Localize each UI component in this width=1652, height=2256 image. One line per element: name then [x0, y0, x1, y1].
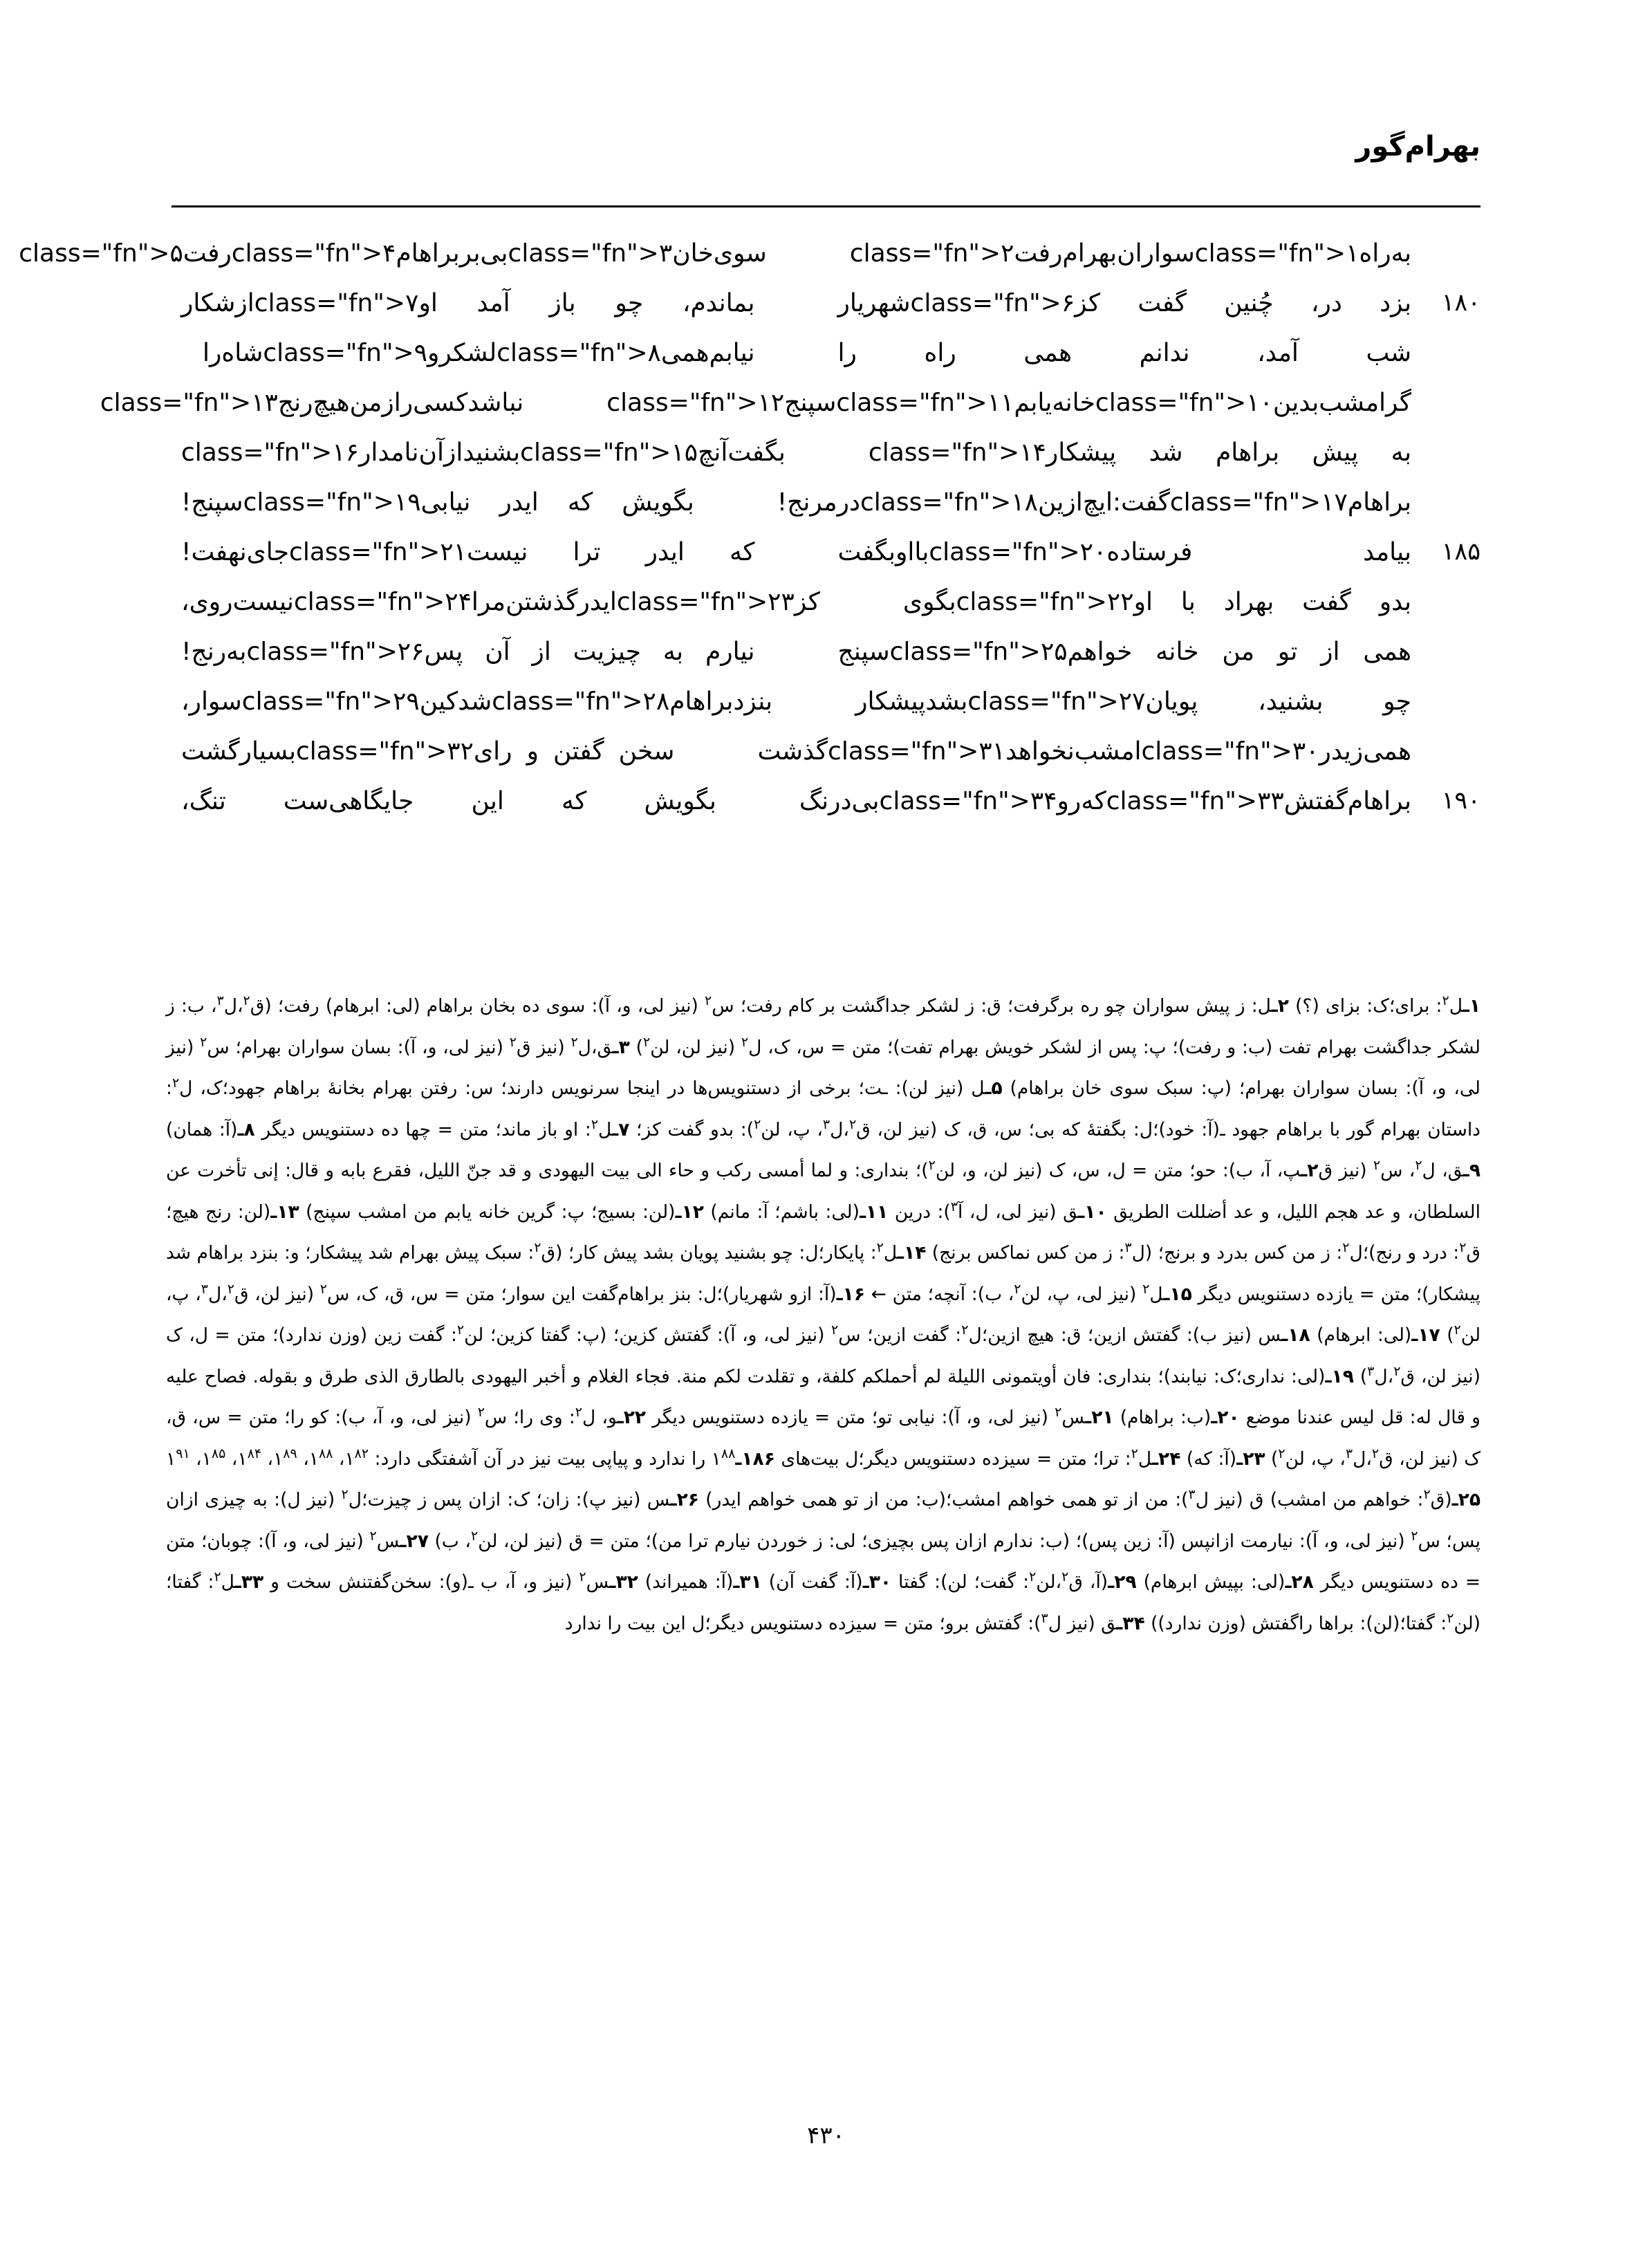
hemistich-second: بگویش که این جایگاهی‌ست تنگ، [181, 787, 716, 815]
verse-number [1421, 733, 1481, 737]
hemistich-second: بگویش که ایدر نیابیclass="fn">۱۹سپنج! [181, 488, 694, 517]
apparatus-paragraph: ۱ـل$^۲$: برای؛ک: بزای (؟) ۲ـل: ز پیش سواران چو ره برگرفت؛ ق: ز لشکر جداگشت بر کام رفت؛ س$^۲$ (نیز لی، و، آ): سوی ده بخان براهام (لی: ابرهام) رفت؛ (ق$^۲$،ل$^۳$، ب: ز لشکر جداگشت بهرام تفت (ب: و رفت)؛ پ: پس از لشکر خویش بهرام تفت)؛ متن = س، ک، ل$^۲$ (نیز لن، لن$^۲$) ۳ـق،ل$^۲$ (نیز ق$^۲$ (نیز لی، و، آ): بسان سواران بهرام؛ س$^۲$ (نیز لی، و، آ): بسان سواران بهرام؛ (پ: سبک سوی خان براهام) ۵ـل (نیز لن): ـت؛ برخی از دستنویس‌ها در اینجا سرنویس دارند؛ س: رفتن بهرام بخانهٔ براهام جهود؛ک، ل$^۲$: داستان بهرام گور با براهام جهود ـ(آ: خود)؛ل: بگفتهٔ که بی؛ س، ق، ک (نیز لن، ق$^۲$،ل$^۳$، پ، لن$^۲$): بدو گفت کز؛ ۷ـل$^۲$: او باز ماند؛ متن = چها ده دستنویس دیگر ۸ـ(آ: همان) ۹ـق، ل$^۲$، س$^۲$ (نیز ق۲ـپ، آ، ب): حو؛ متن = ل، س، ک (نیز لن، و، لن$^۲$)؛ بنداری: و لما أمسی رکب و حاء الی بیت الیهودی و قد جنّ اللیل، فقرع بابه و قال: إنی تأخرت عن السلطان، و عد هجم اللیل، و عد أضللت الطریق ۱۰ـق (نیز لی، ل، آ$^۳$): درین ۱۱ـ(لی: باشم؛ آ: مانم) ۱۲ـ(لن: بسیج؛ پ: گرین خانه یابم من امشب سپنج) ۱۳ـ(لن: رنج هیچ؛ ق$^۲$: درد و رنج)؛ل$^۲$: ز من کس بدرد و برنج؛ (ل$^۳$: ز من کس نماکس برنج) ۱۴ـل$^۲$: پایکار؛ل: چو بشنید پویان بشد پیش کار؛ (ق$^۲$: سبک پیش بهرام شد پیشکار؛ و: بنزد براهام شد پیشکار)؛ متن = یازده دستنویس دیگر ۱۵ـل$^۲$ (نیز لی، پ، لن$^۲$، ب): آنچه؛ متن ← ۱۶ـ(آ: ازو شهریار)؛ل: بنز براهام‌گفت این سوار؛ متن = س، ق، ک، س$^۲$ (نیز لن، ق$^۲$،ل$^۳$، پ، لن$^۲$) ۱۷ـ(لی: ابرهام) ۱۸ـس (نیز ب): گفتش ازین؛ ق: هیچ ازین؛ل$^۲$: گفت ازین؛ س$^۲$ (نیز لی، و، آ): گفتش کزین؛ (پ: گفتا کزین؛ لن$^۲$: گفت زین (وزن ندارد)؛ متن = ل، ک (نیز لن، ق$^۲$،ل$^۳$) ۱۹ـ(لی: نداری؛ک: نیابند)؛ بنداری: فان أویتمونی اللیلة لم أحملکم کلفة، و تقلدت لکم منة. فجاء الغلام و أخبر الیهودی بالطارق الذی طرق و بقوله. فصاح علیه و قال له: قل لیس عندنا موضع ۲۰ـ(ب: براهام) ۲۱ـس$^۲$ (نیز لی، و، آ): نیابی تو؛ متن = یازده دستنویس دیگر ۲۲ـو، ل$^۲$: وی را؛ س$^۲$ (نیز لی، و، آ، ب): کو را؛ متن = س، ق، ک (نیز لن، ق$^۲$،ل$^۳$، پ، لن$^۲$) ۲۳ـ(آ: که) ۲۴ـل$^۲$: ترا؛ متن = سیزده دستنویس دیگر؛ل بیت‌های $۱۸۶ـ۱^{۸۸}$ را ندارد و پیاپی بیت نیز در آن آشفتگی دارد: $۱^{۸۲}،$ $۱^{۸۸}،$ $۱^{۸۹}،$ $۱^{۸۴}،$ $۱^{۸۵}،$ $۱^{۹۱}$ ۲۵ـ(ق$^۲$: خواهم من امشب) ق (نیز ل$^۳$): من از تو همی خواهم امشب؛(ب: من از تو همی خواهم ایدر) ۲۶ـس (نیز پ): زان؛ ک: ازان پس ز چیزت؛ل$^۲$ (نیز ل): به چیزی ازان پس؛ س$^۲$ (نیز لی، و، آ): نیارمت ازانپس (آ: زین پس)؛ (ب: ندارم ازان پس بچیزی؛ لی: ز خوردن نیارم ترا من)؛ متن = ق (نیز لن، لن$^۲$، ب) ۲۷ـس$^۲$ (نیز لی، و، آ): چوبان؛ متن = ده دستنویس دیگر ۲۸ـ(لی: بپیش ابرهام) ۲۹ـ(آ، ق$^۲$،لن$^۲$: گفت؛ لن): گفتا ۳۰ـ(آ: گفت آن) ۳۱ـ(آ: همیراند) ۳۲ـس$^۲$ (نیز و، آ، ب ـ(و): سخن‌گفتنش سخت و ۳۳ـل$^۲$: گفتا؛(لن$^۲$: گفتا؛(لن): براها راگفتش (وزن ندارد)) ۳۴ـق (نیز ل$^۳$): گفتش برو؛ متن = سیزده دستنویس دیگر؛ل این بیت را ندارد [166, 993, 1481, 1634]
hemistich-second: سوی خانclass="fn">۳بیبربراهامclass="fn">۴رفتclass="fn">۵ [19, 239, 767, 268]
hemistich-second: نیابم‌همیclass="fn">۸لشکروclass="fn">۹شاهرا [202, 339, 755, 367]
hemistich-first: همی از تو من خانه خواهمclass="fn">۲۵سپنج [837, 638, 1411, 666]
critical-apparatus [166, 986, 1481, 1644]
hemistich-second: بگفت آنچclass="fn">۱۵بشنیدازآننامدارclass="fn">۱۶ [181, 438, 786, 467]
verse-row [171, 484, 1481, 534]
hemistich-second: سخن گفتن و رایclass="fn">۳۲بسیارگشت [181, 737, 675, 766]
verse-row [19, 235, 1481, 285]
verse-number: ۱۸۰ [1441, 289, 1481, 317]
verse-number: ۱۹۰ [1441, 787, 1481, 815]
hemistich-second: نیارم به چیزیت از آن پسclass="fn">۲۶بهرنج! [181, 638, 755, 666]
page-number: ۴۳۰ [807, 2122, 845, 2149]
hemistich-first: براهام گفتشclass="fn">۳۳کهروclass="fn">۳۴بی‌درنگ [799, 787, 1411, 815]
verse-row [171, 534, 1481, 584]
hemistich-second: بماندم، چو باز آمد اوclass="fn">۷ازشکار [181, 289, 755, 317]
verse-number [1421, 683, 1481, 687]
hemistich-first: گر امشب بدینclass="fn">۱۰خانهیابمclass="fn">۱۱سپنجclass="fn">۱۲ [606, 389, 1411, 417]
verse-number [1421, 235, 1481, 239]
hemistich-first: همی زیدرclass="fn">۳۰امشبنخواهدclass="fn">۳۱گذشت [757, 737, 1411, 766]
verse-block [19, 235, 1481, 833]
hemistich-first: براهامclass="fn">۱۷گفت:ایچازینclass="fn">۱۸درمرنج! [777, 488, 1411, 517]
hemistich-first: شب آمد، ندانم همی راه را [837, 339, 1411, 367]
verse-number [1421, 634, 1481, 638]
verse-number [1421, 584, 1481, 588]
hemistich-second: نباشد کسی را ز من هیچ رنجclass="fn">۱۳ [100, 389, 524, 417]
hemistich-second: که ایدر ترا نیستclass="fn">۲۱جاینهفت! [181, 538, 755, 566]
hemistich-first: بیامد فرستادهclass="fn">۲۰بااوبگفت [837, 538, 1411, 566]
verse-row [171, 584, 1481, 634]
running-head-title: بهرام‌گور [1355, 131, 1481, 163]
hemistich-first: بزد در، چُنین گفت کزclass="fn">۶شهریار [837, 289, 1411, 317]
hemistich-second: بنزد براهامclass="fn">۲۸شدکینclass="fn">۲۹سوار، [181, 687, 773, 716]
verse-row [171, 285, 1481, 335]
verse-row [171, 634, 1481, 683]
hemistich-first: به پیش براهام شد پیشکارclass="fn">۱۴ [868, 438, 1411, 467]
verse-row [171, 335, 1481, 385]
verse-number [1421, 385, 1481, 389]
header-rule [171, 205, 1481, 207]
hemistich-first: چو بشنید، پویانclass="fn">۲۷بشدپیشکار [855, 687, 1411, 716]
verse-number [1421, 484, 1481, 488]
hemistich-first: به راهclass="fn">۱سوارانبهرامرفتclass="fn">۲ [849, 239, 1411, 268]
verse-row [171, 683, 1481, 733]
running-head [171, 131, 1481, 207]
verse-row [171, 733, 1481, 783]
verse-number [1421, 335, 1481, 339]
hemistich-first: بدو گفت بهراد با اوclass="fn">۲۲بگوی [902, 588, 1411, 616]
verse-row [171, 434, 1481, 484]
verse-number [1421, 434, 1481, 438]
verse-row [171, 783, 1481, 833]
hemistich-second: کزclass="fn">۲۳ایدرگذشتنمراclass="fn">۲۴نیستروی، [181, 588, 820, 616]
verse-number: ۱۸۵ [1441, 538, 1481, 566]
verse-row [100, 385, 1481, 434]
